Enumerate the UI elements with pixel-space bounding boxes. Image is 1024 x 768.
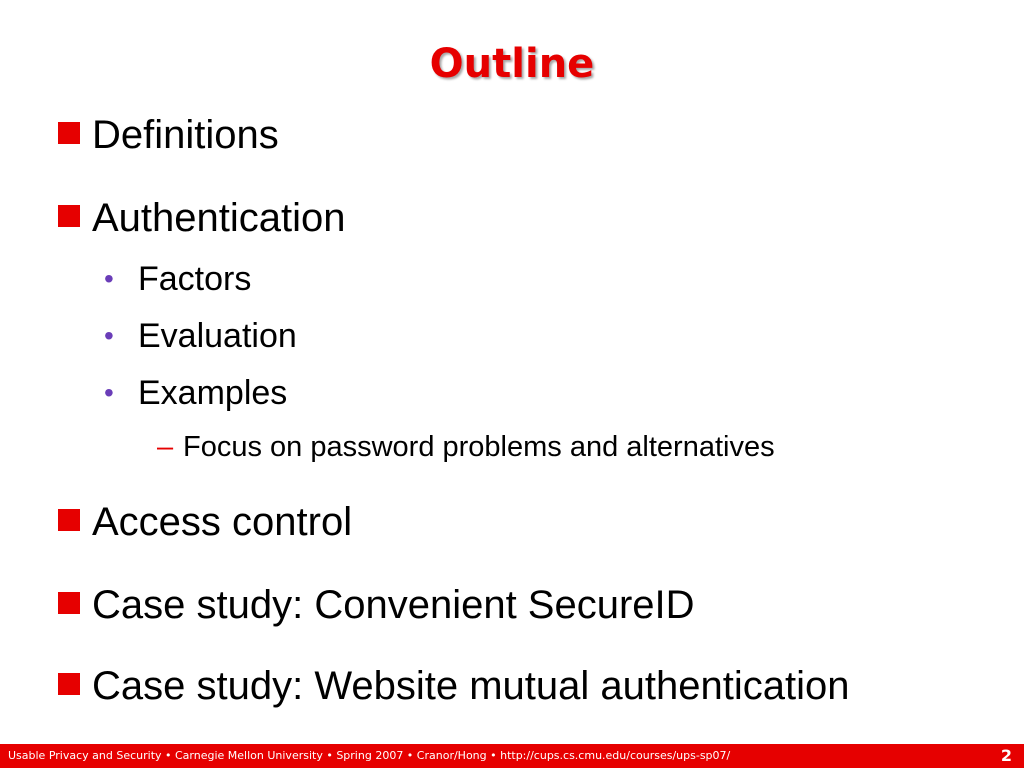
square-bullet-icon — [58, 205, 80, 227]
square-bullet-icon — [58, 509, 80, 531]
dot-bullet-icon: • — [104, 377, 114, 408]
footer-text: Usable Privacy and Security • Carnegie Mellon University • Spring 2007 • Cranor/Hong • http://cups.cs.cmu.edu/courses/ups-sp07/ — [8, 749, 731, 762]
sub-bullet-text: Factors — [138, 260, 252, 298]
bullet-text: Case study: Convenient SecureID — [92, 583, 695, 627]
dash-bullet-icon: – — [157, 431, 174, 463]
footer-bar — [0, 744, 1024, 768]
square-bullet-icon — [58, 673, 80, 695]
sub-sub-bullet-text: Focus on password problems and alternatives — [183, 431, 775, 463]
bullet-definitions — [58, 112, 279, 158]
slide-title: Outline — [429, 41, 595, 87]
square-bullet-icon — [58, 592, 80, 614]
bullet-text: Definitions — [92, 113, 279, 157]
bullet-access-control — [58, 499, 352, 545]
bullet-case-study-secureid — [58, 582, 695, 628]
sub-bullet-text: Examples — [138, 374, 288, 412]
sub-sub-bullet-focus — [157, 430, 775, 464]
dot-bullet-icon: • — [104, 320, 114, 351]
bullet-authentication — [58, 195, 346, 241]
square-bullet-icon — [58, 122, 80, 144]
sub-bullet-factors — [104, 259, 251, 299]
sub-bullet-examples — [104, 373, 287, 413]
sub-bullet-text: Evaluation — [138, 317, 297, 355]
bullet-text: Access control — [92, 500, 353, 544]
page-number: 2 — [1000, 746, 1012, 765]
bullet-text: Case study: Website mutual authentication — [92, 664, 850, 708]
bullet-case-study-mutual-auth — [58, 663, 849, 709]
bullet-text: Authentication — [92, 196, 346, 240]
dot-bullet-icon: • — [104, 263, 114, 294]
sub-bullet-evaluation — [104, 316, 297, 356]
